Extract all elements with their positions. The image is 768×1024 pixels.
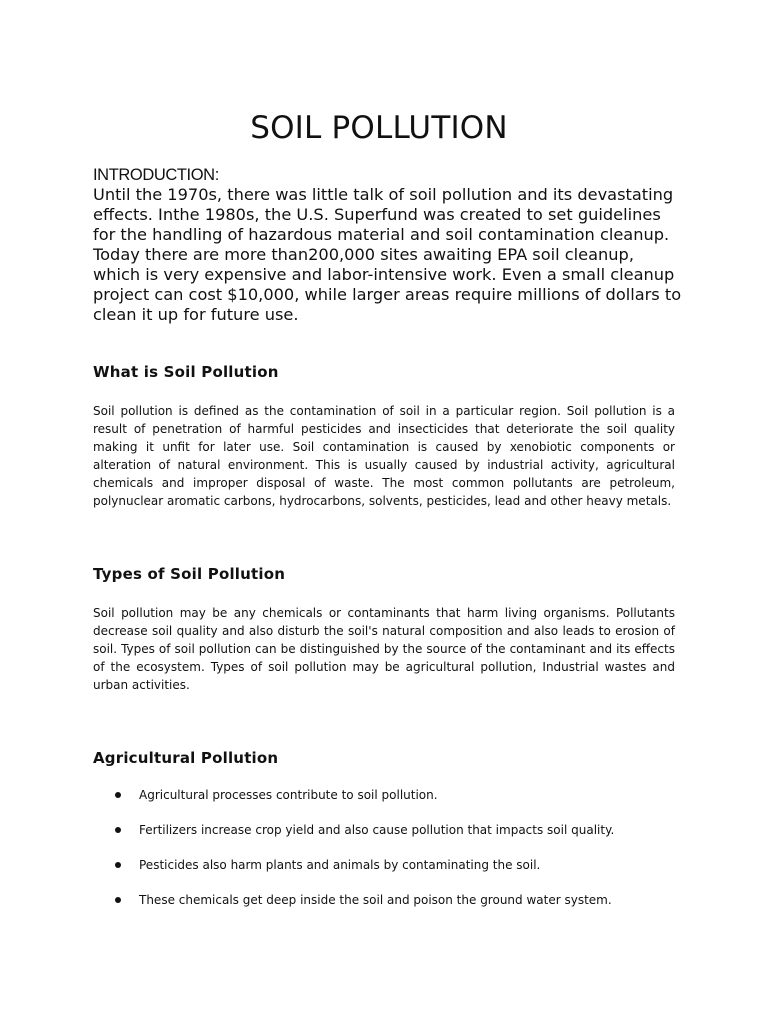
bullet-icon (115, 827, 121, 833)
section-text-types-of-soil-pollution: Soil pollution may be any chemicals or contaminants that harm living organisms. Pollutants decrease soil quality and also disturb the soil's natural composition and also leads to erosion of soil. Types of soil pollution can be distinguished by the source of the contaminant and its effects of the ecosystem. Types of soil pollution may be agricultural pollution, Industrial wastes and urban activities. (93, 606, 675, 693)
page-title: SOIL POLLUTION (250, 110, 508, 146)
section-heading-agricultural-pollution: Agricultural Pollution (93, 749, 279, 767)
list-item (0, 786, 768, 804)
list-item-text: Pesticides also harm plants and animals by contaminating the soil. (139, 858, 541, 872)
list-item (0, 821, 768, 839)
bullet-icon (115, 897, 121, 903)
section-heading-types-of-soil-pollution: Types of Soil Pollution (93, 565, 286, 583)
introduction-label: INTRODUCTION: (93, 166, 219, 184)
list-item (0, 856, 768, 874)
list-item (0, 891, 768, 909)
introduction-text: Until the 1970s, there was little talk of soil pollution and its devastating effects. Inthe 1980s, the U.S. Superfund was created to set guidelines for the handling of hazardous material and soil contamination cleanup. Today there are more than200,000 sites awaiting EPA soil cleanup, which is very expensive and labor-intensive work. Even a small cleanup project can cost $10,000, while larger areas require millions of dollars to clean it up for future use. (93, 185, 682, 324)
list-item-text: Agricultural processes contribute to soil pollution. (139, 788, 438, 802)
section-heading-what-is-soil-pollution: What is Soil Pollution (93, 363, 279, 381)
bullet-icon (115, 862, 121, 868)
section-text-what-is-soil-pollution: Soil pollution is defined as the contamination of soil in a particular region. Soil pollution is a result of penetration of harmful pesticides and insecticides that deteriorate the soil quality making it unfit for later use. Soil contamination is caused by xenobiotic components or alteration of natural environment. This is usually caused by industrial activity, agricultural chemicals and improper disposal of waste. The most common pollutants are petroleum, polynuclear aromatic carbons, hydrocarbons, solvents, pesticides, lead and other heavy metals. (93, 404, 675, 509)
list-item-text: These chemicals get deep inside the soil and poison the ground water system. (139, 893, 612, 907)
list-item-text: Fertilizers increase crop yield and also cause pollution that impacts soil quality. (139, 823, 615, 837)
bullet-icon (115, 792, 121, 798)
